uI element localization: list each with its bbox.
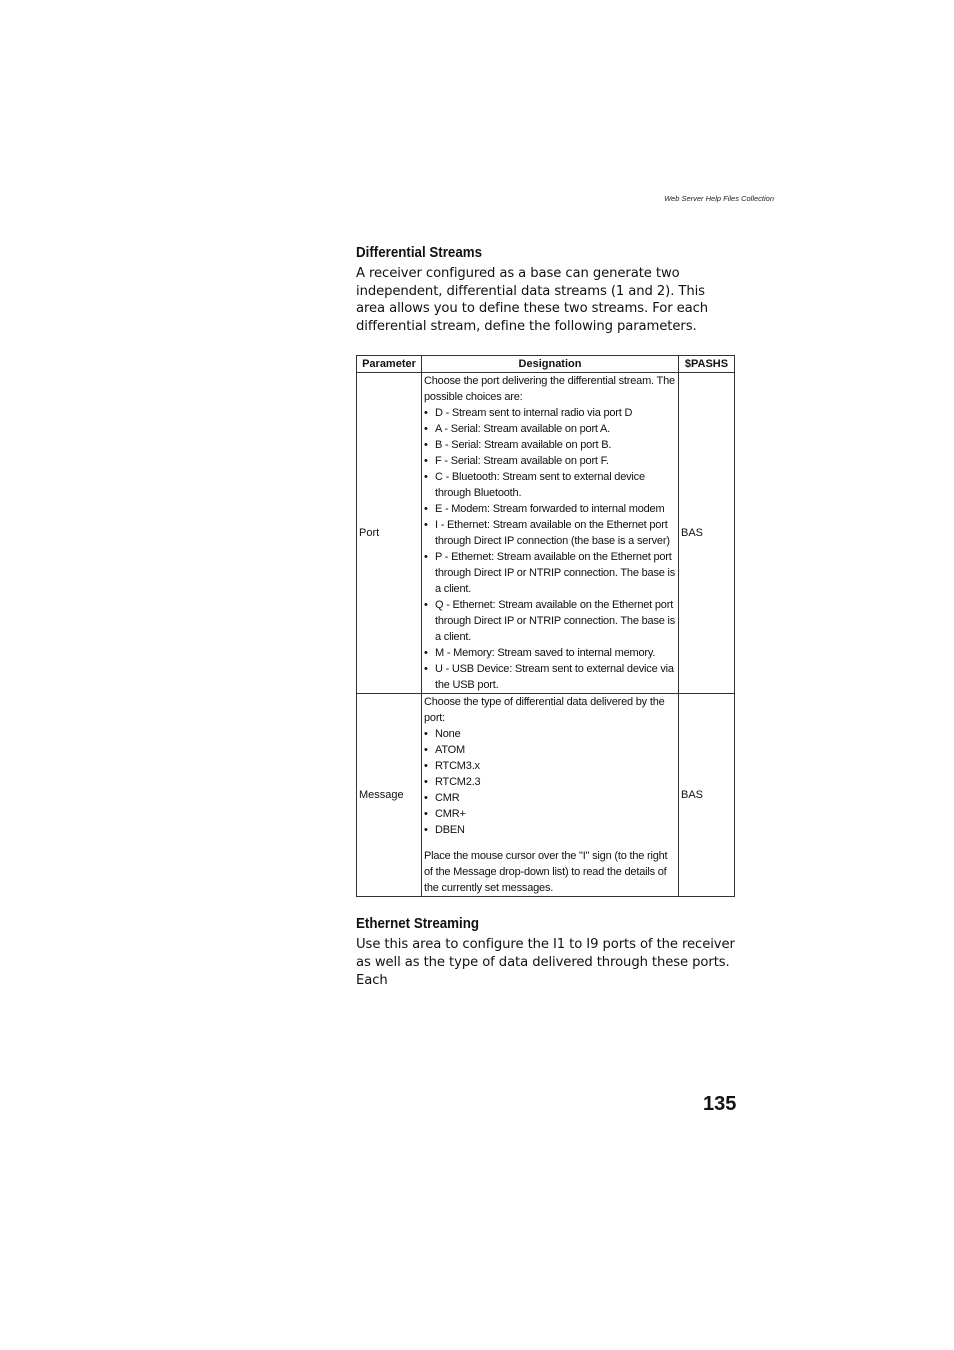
section-paragraph-differential-streams: A receiver configured as a base can generate two independent, differential data streams (1 and 2). This area allows you to define these two streams. For each differential stream, define the following parameters. bbox=[356, 266, 709, 334]
parameters-table bbox=[356, 355, 735, 897]
header-pashs: $PASHS bbox=[679, 356, 735, 373]
designation-note: Place the mouse cursor over the "I" sign (to the right of the Message drop-down list) to read the details of the currently set messages. bbox=[424, 850, 668, 895]
list-item: • Q - Ethernet: Stream available on the Ethernet port through Direct IP or NTRIP connection. The base is a client. bbox=[424, 597, 676, 645]
list-item: • CMR+ bbox=[424, 806, 676, 822]
list-item: • RTCM2.3 bbox=[424, 774, 676, 790]
list-item: • E - Modem: Stream forwarded to internal modem bbox=[424, 501, 676, 517]
table-row bbox=[357, 373, 735, 694]
cell-designation bbox=[422, 694, 679, 897]
cell-parameter: Port bbox=[357, 373, 422, 694]
list-item: • B - Serial: Stream available on port B. bbox=[424, 437, 676, 453]
table-row bbox=[357, 694, 735, 897]
running-header: Web Server Help Files Collection bbox=[664, 194, 774, 203]
section-paragraph-ethernet-streaming: Use this area to configure the I1 to I9 ports of the receiver as well as the type of data delivered through these ports. Each bbox=[356, 937, 735, 988]
page-content bbox=[356, 245, 736, 989]
header-designation: Designation bbox=[422, 356, 679, 373]
choice-list bbox=[424, 726, 676, 838]
list-item: • C - Bluetooth: Stream sent to external device through Bluetooth. bbox=[424, 469, 676, 501]
list-item: • DBEN bbox=[424, 822, 676, 838]
list-item: • I - Ethernet: Stream available on the Ethernet port through Direct IP connection (the base is a server) bbox=[424, 517, 676, 549]
designation-intro: Choose the port delivering the differential stream. The possible choices are: bbox=[424, 375, 675, 404]
list-item: • D - Stream sent to internal radio via port D bbox=[424, 405, 676, 421]
list-item: • ATOM bbox=[424, 742, 676, 758]
spacer bbox=[424, 838, 676, 848]
cell-pashs: BAS bbox=[679, 373, 735, 694]
list-item: • CMR bbox=[424, 790, 676, 806]
list-item: • U - USB Device: Stream sent to external device via the USB port. bbox=[424, 661, 676, 693]
cell-pashs: BAS bbox=[679, 694, 735, 897]
choice-list bbox=[424, 405, 676, 693]
header-parameter: Parameter bbox=[357, 356, 422, 373]
designation-intro: Choose the type of differential data delivered by the port: bbox=[424, 696, 665, 725]
list-item: • M - Memory: Stream saved to internal memory. bbox=[424, 645, 676, 661]
list-item: • None bbox=[424, 726, 676, 742]
cell-parameter: Message bbox=[357, 694, 422, 897]
list-item: • P - Ethernet: Stream available on the Ethernet port through Direct IP or NTRIP connection. The base is a client. bbox=[424, 549, 676, 597]
list-item: • RTCM3.x bbox=[424, 758, 676, 774]
list-item: • A - Serial: Stream available on port A. bbox=[424, 421, 676, 437]
section-heading-ethernet-streaming: Ethernet Streaming bbox=[356, 916, 480, 933]
table-header-row bbox=[357, 356, 735, 373]
cell-designation bbox=[422, 373, 679, 694]
list-item: • F - Serial: Stream available on port F. bbox=[424, 453, 676, 469]
page-number: 135 bbox=[703, 1093, 737, 1115]
section-heading-differential-streams: Differential Streams bbox=[356, 245, 483, 261]
